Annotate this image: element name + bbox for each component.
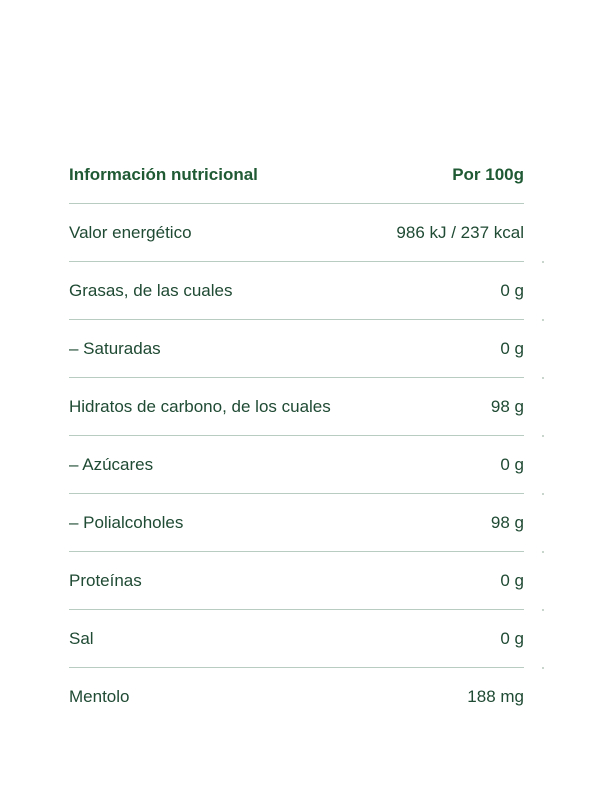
nutrition-row-fat [69,262,524,320]
row-value: 0 g [500,338,524,358]
header-value: Por 100g [452,164,524,184]
divider-tick [542,493,544,495]
nutrition-row-menthol [69,668,524,725]
nutrition-row-protein [69,552,524,610]
divider-tick [542,667,544,669]
header-label: Información nutricional [69,164,258,184]
row-value: 0 g [500,454,524,474]
nutrition-row-saturated [69,320,524,378]
row-value: 986 kJ / 237 kcal [396,222,524,242]
row-value: 98 g [490,512,524,532]
row-label: – Azúcares [69,454,154,474]
nutrition-row-carbohydrates [69,378,524,436]
row-value: 0 g [500,628,524,648]
row-label: Proteínas [69,570,142,590]
row-value: 0 g [500,570,524,590]
row-label: – Polialcoholes [69,512,184,532]
divider-tick [542,261,544,263]
nutrition-row-energy [69,204,524,262]
nutrition-table-header [69,146,524,204]
nutrition-row-polyols [69,494,524,552]
divider-tick [542,551,544,553]
nutrition-row-salt [69,610,524,668]
nutrition-row-sugars [69,436,524,494]
divider-tick [542,609,544,611]
row-label: Grasas, de las cuales [69,280,233,300]
row-value: 188 mg [467,686,524,706]
row-label: Sal [69,628,94,648]
row-label: Hidratos de carbono, de los cuales [69,396,331,416]
row-value: 98 g [490,396,524,416]
row-label: Mentolo [69,686,130,706]
divider-tick [542,319,544,321]
row-value: 0 g [500,280,524,300]
nutrition-table [69,146,524,725]
divider-tick [542,377,544,379]
row-label: – Saturadas [69,338,161,358]
row-label: Valor energético [69,222,192,242]
divider-tick [542,435,544,437]
